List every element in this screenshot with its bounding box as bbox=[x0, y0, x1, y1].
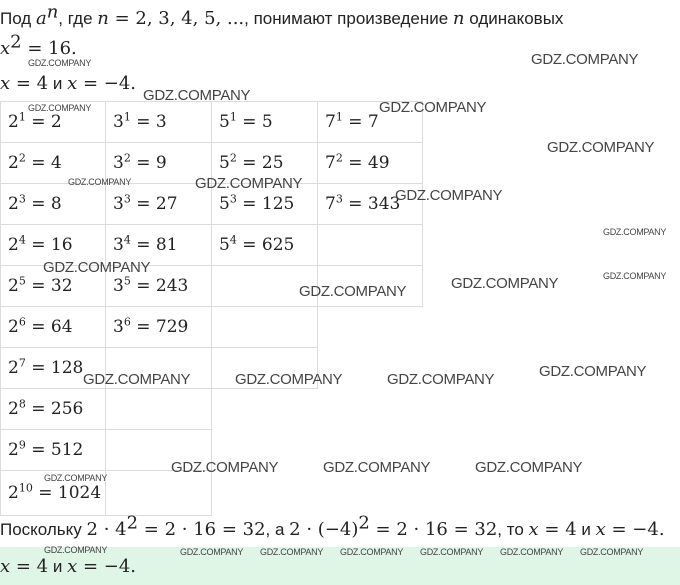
table-cell bbox=[212, 225, 318, 266]
power-base: 2 bbox=[8, 399, 19, 419]
power-exponent: 1 bbox=[335, 110, 343, 124]
power-exponent: 10 bbox=[18, 481, 33, 495]
watermark: GDZ.COMPANY bbox=[143, 87, 251, 104]
watermark: GDZ.COMPANY bbox=[539, 363, 647, 380]
table-cell bbox=[1, 184, 106, 225]
equation-line: $x^2 = 16$. bbox=[0, 31, 77, 59]
power-base: 2 bbox=[8, 483, 19, 503]
power-value: = 512 bbox=[25, 440, 84, 460]
power-exponent: 1 bbox=[123, 110, 131, 124]
conclusion-line: Поскольку $2 \cdot 4^2 = 2 \cdot 16 = 32$, а $2 \cdot (-4)^2 = 2 \cdot 16 = 32$, то x = 4 и x = −4. bbox=[0, 512, 665, 540]
power-exponent: 6 bbox=[18, 315, 26, 329]
power-value: = 2 bbox=[25, 112, 62, 132]
power-value: = 128 bbox=[25, 358, 84, 378]
power-exponent: 7 bbox=[18, 356, 26, 370]
table-cell bbox=[1, 389, 106, 430]
watermark: GDZ.COMPANY bbox=[68, 177, 132, 187]
power-exponent: 2 bbox=[335, 151, 343, 165]
power-exponent: 3 bbox=[229, 192, 237, 206]
power-exponent: 5 bbox=[123, 274, 131, 288]
power-value: = 81 bbox=[130, 235, 178, 255]
power-base: 2 bbox=[8, 440, 19, 460]
power-base: 3 bbox=[113, 317, 124, 337]
power-value: = 125 bbox=[236, 194, 295, 214]
empty-cell bbox=[318, 389, 423, 430]
watermark: GDZ.COMPANY bbox=[387, 371, 495, 388]
power-base: 7 bbox=[325, 194, 336, 214]
power-exponent: 2 bbox=[229, 151, 237, 165]
power-value: = 343 bbox=[342, 194, 401, 214]
watermark: GDZ.COMPANY bbox=[28, 103, 92, 113]
power-base: 3 bbox=[113, 276, 124, 296]
power-value: = 243 bbox=[130, 276, 189, 296]
power-exponent: 3 bbox=[335, 192, 343, 206]
power-base: 7 bbox=[325, 112, 336, 132]
power-base: 2 bbox=[8, 276, 19, 296]
power-value: = 27 bbox=[130, 194, 178, 214]
empty-cell bbox=[212, 389, 318, 430]
watermark: GDZ.COMPANY bbox=[395, 187, 503, 204]
power-base: 5 bbox=[219, 235, 230, 255]
definition-line: Под $a^n$, где n = 2, 3, 4, 5, ..., понимают произведение n одинаковых bbox=[0, 1, 564, 29]
empty-cell bbox=[212, 471, 318, 516]
empty-cell bbox=[318, 471, 423, 516]
power-base: 2 bbox=[8, 194, 19, 214]
power-base: 5 bbox=[219, 194, 230, 214]
table-cell bbox=[106, 307, 212, 348]
watermark: GDZ.COMPANY bbox=[43, 259, 151, 276]
table-cell bbox=[106, 102, 212, 143]
power-value: = 9 bbox=[130, 153, 167, 173]
watermark: GDZ.COMPANY bbox=[260, 547, 324, 557]
answer-line: x = 4 и x = −4. bbox=[0, 556, 137, 577]
watermark: GDZ.COMPANY bbox=[603, 271, 667, 281]
power-exponent: 6 bbox=[123, 315, 131, 329]
power-base: 5 bbox=[219, 112, 230, 132]
empty-cell bbox=[318, 225, 423, 266]
power-value: = 4 bbox=[25, 153, 62, 173]
watermark: GDZ.COMPANY bbox=[44, 473, 108, 483]
power-exponent: 4 bbox=[123, 233, 131, 247]
empty-cell bbox=[318, 307, 423, 348]
power-value: = 1024 bbox=[32, 483, 102, 503]
watermark: GDZ.COMPANY bbox=[323, 459, 431, 476]
watermark: GDZ.COMPANY bbox=[195, 175, 303, 192]
empty-cell bbox=[212, 307, 318, 348]
power-value: = 32 bbox=[25, 276, 73, 296]
power-exponent: 2 bbox=[123, 151, 131, 165]
watermark: GDZ.COMPANY bbox=[580, 547, 644, 557]
watermark: GDZ.COMPANY bbox=[603, 227, 667, 237]
watermark: GDZ.COMPANY bbox=[83, 371, 191, 388]
power-value: = 8 bbox=[25, 194, 62, 214]
table-row bbox=[1, 307, 423, 348]
watermark: GDZ.COMPANY bbox=[547, 139, 655, 156]
power-exponent: 8 bbox=[18, 397, 26, 411]
watermark: GDZ.COMPANY bbox=[235, 371, 343, 388]
watermark: GDZ.COMPANY bbox=[531, 51, 639, 68]
watermark: GDZ.COMPANY bbox=[44, 545, 108, 555]
power-exponent: 4 bbox=[229, 233, 237, 247]
power-base: 3 bbox=[113, 235, 124, 255]
watermark: GDZ.COMPANY bbox=[171, 459, 279, 476]
table-cell bbox=[1, 430, 106, 471]
power-base: 2 bbox=[8, 153, 19, 173]
power-base: 2 bbox=[8, 112, 19, 132]
table-cell bbox=[212, 102, 318, 143]
watermark: GDZ.COMPANY bbox=[451, 275, 559, 292]
power-base: 7 bbox=[325, 153, 336, 173]
power-value: = 49 bbox=[342, 153, 390, 173]
table-cell bbox=[318, 143, 423, 184]
empty-cell bbox=[106, 389, 212, 430]
power-base: 3 bbox=[113, 112, 124, 132]
solution-line: x = 4 и x = −4. bbox=[0, 73, 137, 94]
power-base: 2 bbox=[8, 235, 19, 255]
watermark: GDZ.COMPANY bbox=[420, 547, 484, 557]
power-value: = 5 bbox=[236, 112, 273, 132]
power-exponent: 9 bbox=[18, 438, 26, 452]
power-exponent: 2 bbox=[18, 151, 26, 165]
power-value: = 625 bbox=[236, 235, 295, 255]
table-row bbox=[1, 389, 423, 430]
power-value: = 25 bbox=[236, 153, 284, 173]
empty-cell bbox=[106, 471, 212, 516]
watermark: GDZ.COMPANY bbox=[299, 283, 407, 300]
power-base: 3 bbox=[113, 194, 124, 214]
watermark: GDZ.COMPANY bbox=[379, 99, 487, 116]
watermark: GDZ.COMPANY bbox=[180, 547, 244, 557]
power-value: = 16 bbox=[25, 235, 73, 255]
watermark: GDZ.COMPANY bbox=[500, 547, 564, 557]
power-exponent: 3 bbox=[123, 192, 131, 206]
power-value: = 256 bbox=[25, 399, 84, 419]
table-row bbox=[1, 348, 423, 389]
power-exponent: 4 bbox=[18, 233, 26, 247]
power-exponent: 1 bbox=[18, 110, 26, 124]
watermark: GDZ.COMPANY bbox=[475, 459, 583, 476]
power-base: 2 bbox=[8, 317, 19, 337]
power-value: = 7 bbox=[342, 112, 379, 132]
power-value: = 64 bbox=[25, 317, 73, 337]
power-base: 3 bbox=[113, 153, 124, 173]
power-exponent: 5 bbox=[18, 274, 26, 288]
power-exponent: 1 bbox=[229, 110, 237, 124]
power-exponent: 3 bbox=[18, 192, 26, 206]
power-base: 5 bbox=[219, 153, 230, 173]
table-cell bbox=[1, 307, 106, 348]
power-value: = 729 bbox=[130, 317, 189, 337]
power-value: = 3 bbox=[130, 112, 167, 132]
watermark: GDZ.COMPANY bbox=[28, 58, 92, 68]
watermark: GDZ.COMPANY bbox=[340, 547, 404, 557]
powers-table bbox=[0, 101, 423, 516]
power-base: 2 bbox=[8, 358, 19, 378]
